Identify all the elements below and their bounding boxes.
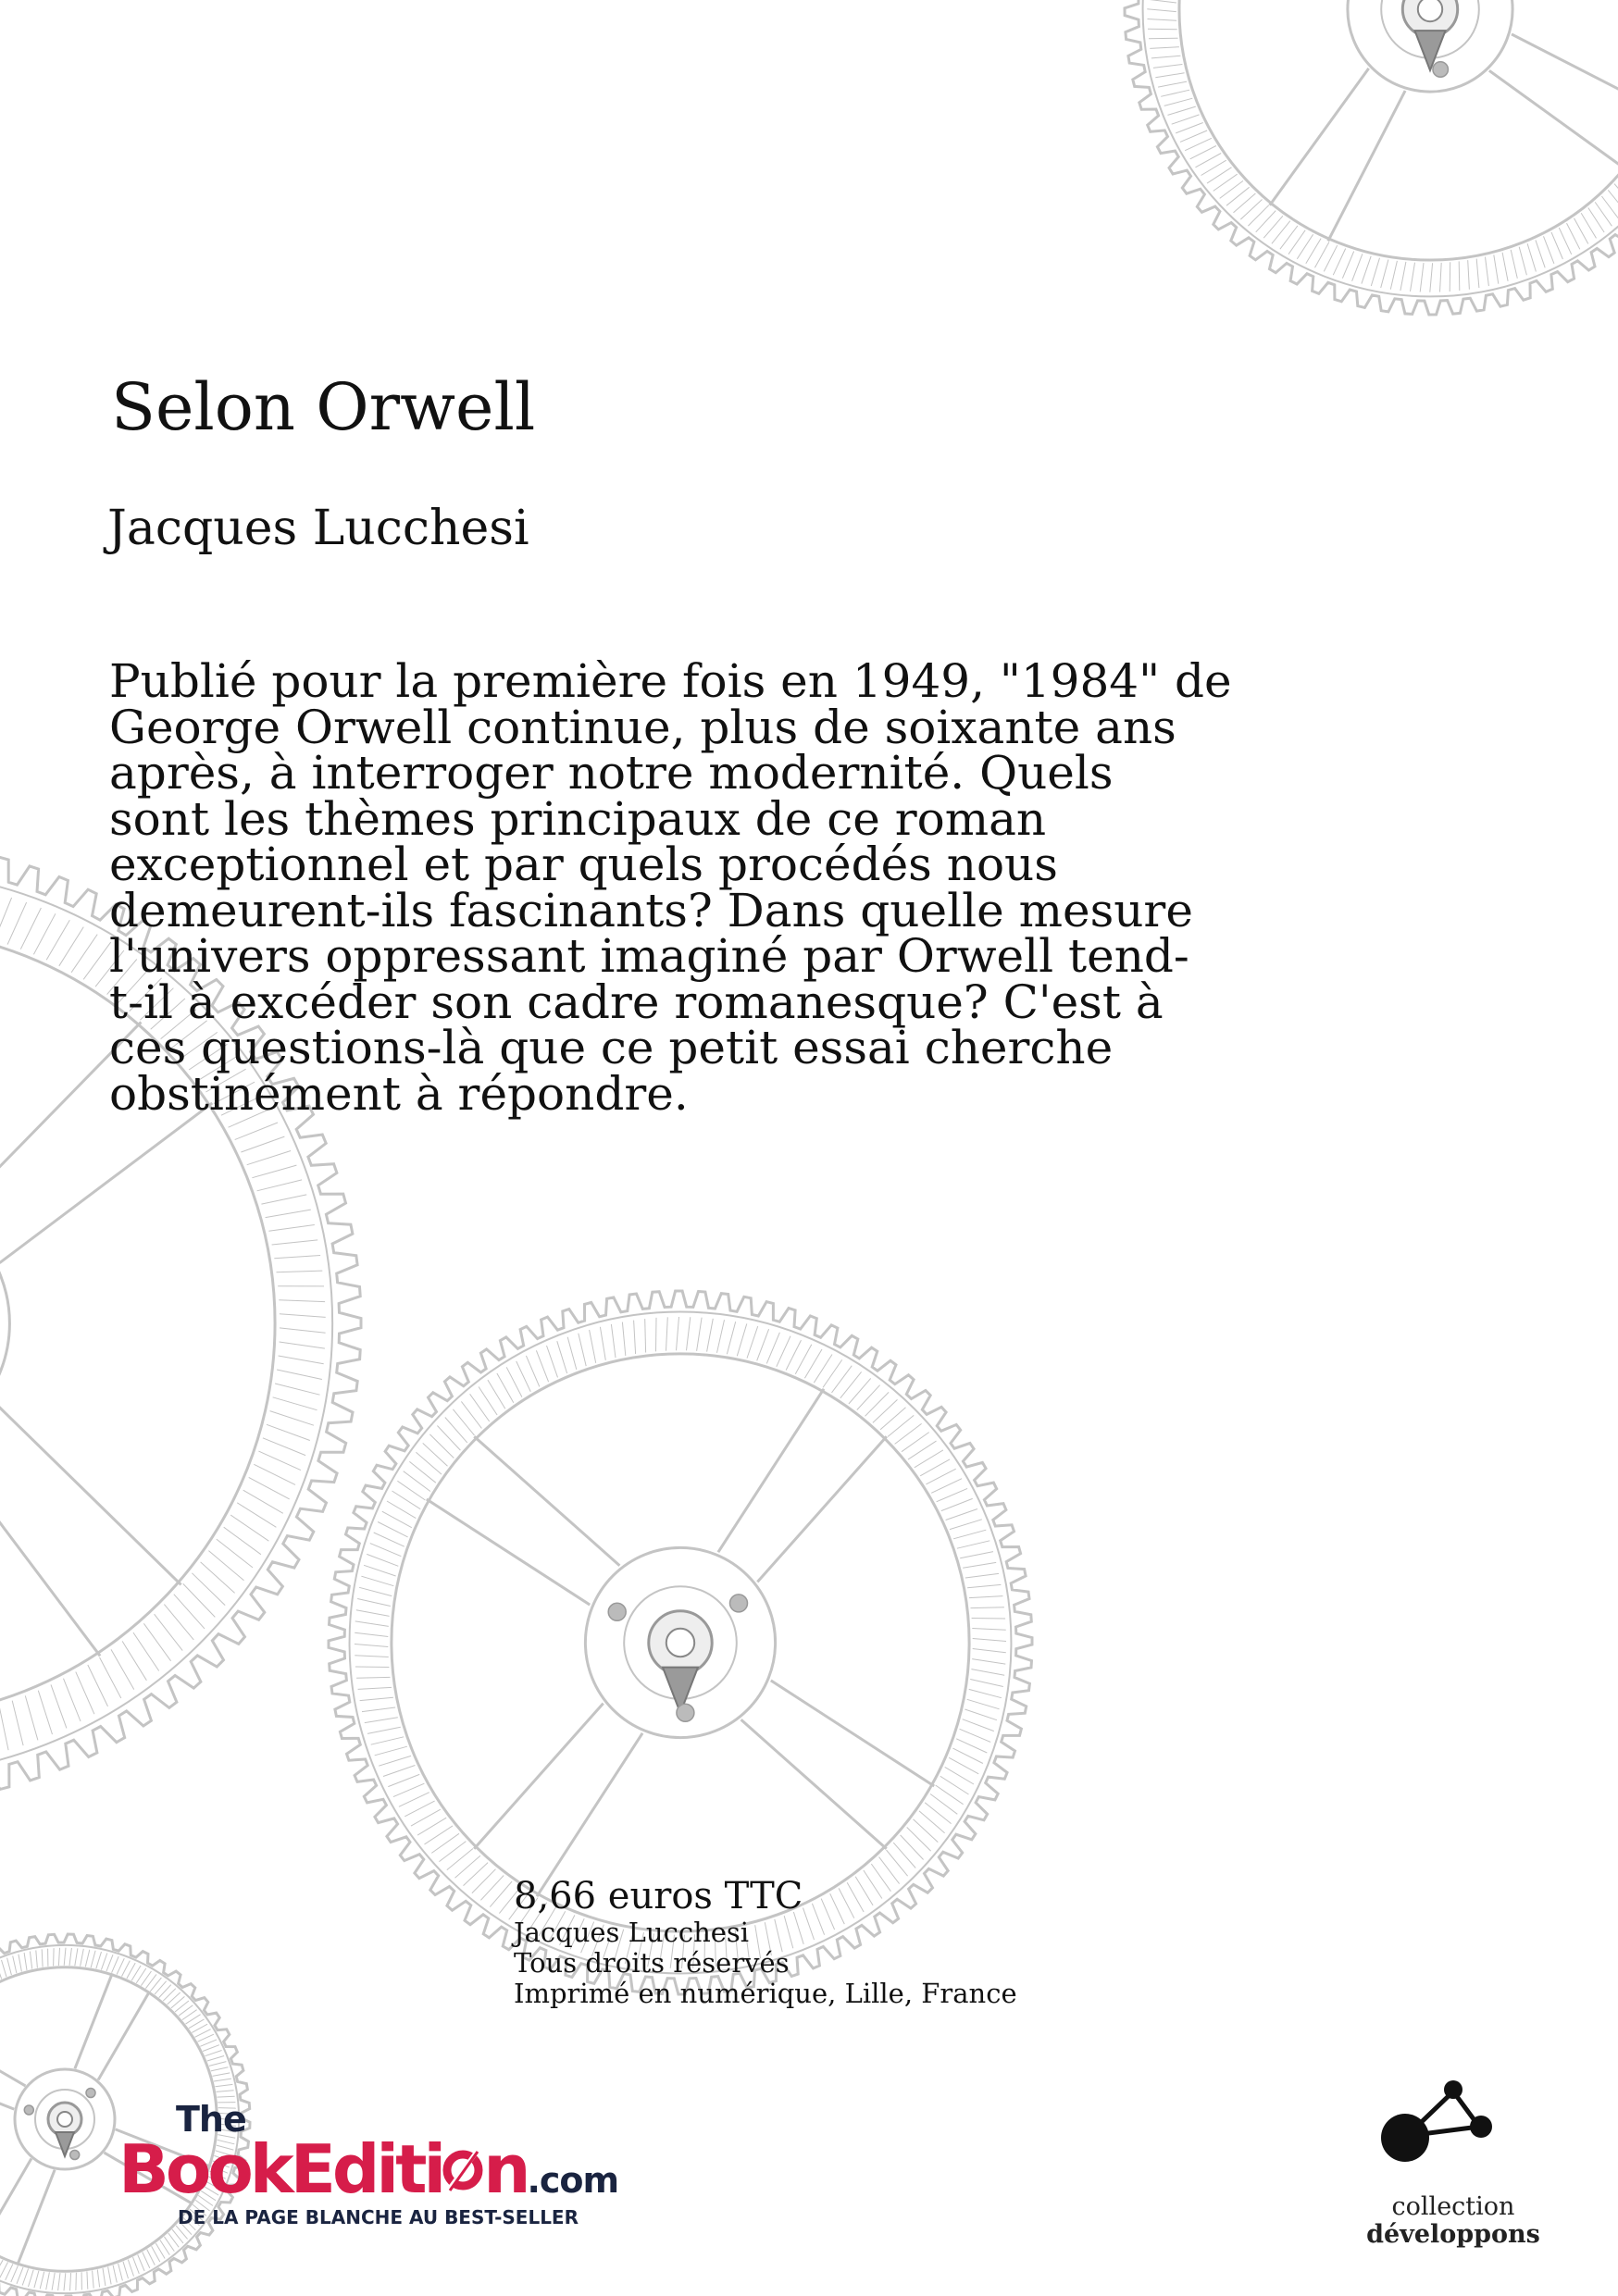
logo-tagline: DE LA PAGE BLANCHE AU BEST-SELLER bbox=[178, 2206, 579, 2228]
copyright-holder: Jacques Lucchesi bbox=[514, 1917, 750, 1948]
bookedition-logo bbox=[118, 2101, 655, 2240]
blurb-line: sont les thèmes principaux de ce roman bbox=[109, 791, 1047, 846]
logo-name-part2: n bbox=[483, 2130, 528, 2208]
blurb-line: George Orwell continue, plus de soixante ans bbox=[109, 700, 1176, 754]
logo-quill-o bbox=[442, 2136, 483, 2182]
rights-notice: Tous droits réservés bbox=[514, 1947, 790, 1979]
molecule-icon bbox=[1361, 2045, 1546, 2193]
blurb-line: obstinément à répondre. bbox=[109, 1066, 689, 1121]
blurb-line: ces questions-là que ce petit essai cherche bbox=[109, 1021, 1114, 1074]
book-author: Jacques Lucchesi bbox=[107, 501, 529, 556]
price: 8,66 euros TTC bbox=[514, 1875, 803, 1917]
gear bbox=[1125, 0, 1618, 315]
collection-label: collection bbox=[1391, 2192, 1515, 2221]
blurb-line: l'univers oppressant imaginé par Orwell tend- bbox=[109, 929, 1189, 983]
logo-name-part1: BookEditi bbox=[118, 2130, 443, 2208]
book-blurb bbox=[109, 654, 1266, 1121]
logo-wordmark bbox=[118, 2132, 618, 2217]
logo-the: The bbox=[176, 2099, 246, 2140]
collection-name: développons bbox=[1366, 2220, 1540, 2249]
imprint-block bbox=[514, 1875, 1017, 2009]
collection-logo bbox=[1361, 2045, 1546, 2258]
blurb-line: exceptionnel et par quels procédés nous bbox=[109, 838, 1058, 891]
book-title: Selon Orwell bbox=[111, 369, 536, 445]
blurb-line: après, à interroger notre modernité. Quels bbox=[109, 746, 1114, 800]
printing-notice: Imprimé en numérique, Lille, France bbox=[514, 1978, 1017, 2009]
blurb-line: Publié pour la première fois en 1949, "1984" de bbox=[109, 654, 1232, 708]
blurb-line: demeurent-ils fascinants? Dans quelle mesure bbox=[109, 883, 1193, 937]
blurb-line: t-il à excéder son cadre romanesque? C'est à bbox=[109, 974, 1164, 1029]
logo-domain: .com bbox=[527, 2160, 619, 2201]
